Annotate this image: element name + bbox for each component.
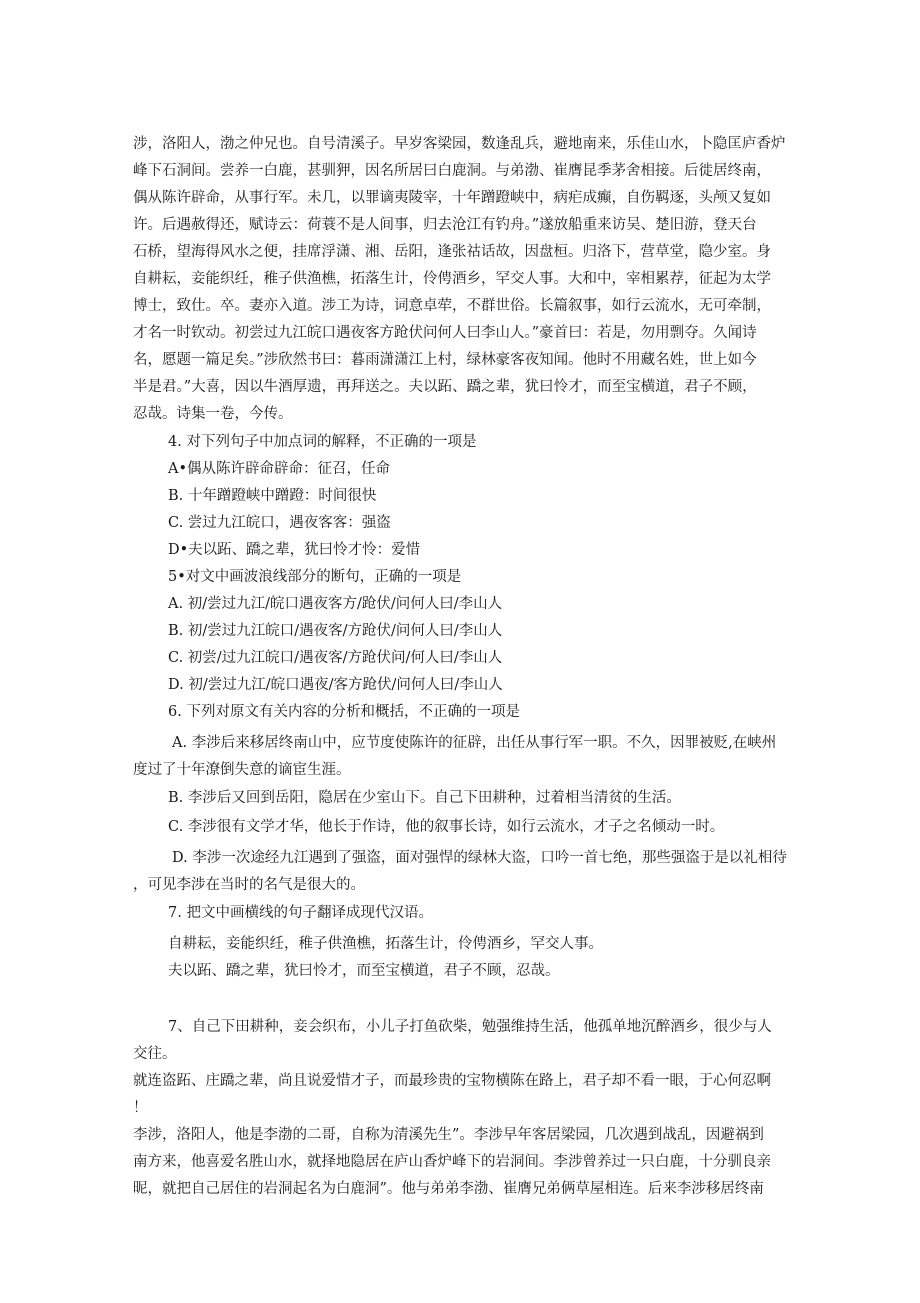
q6-option-a-cont: 度过了十年潦倒失意的谪宦生涯。: [133, 762, 351, 778]
q5-option-d: D. 初/尝过九江/皖口遇夜/客方跄伏/问何人曰/李山人: [168, 677, 503, 693]
q4-option-a: A•偶从陈许辟命辟命：征召，任命: [168, 461, 391, 477]
passage-line: 自耕耘，妾能织纴，稚子供渔樵，拓落生计，伶俜酒乡，罕交人事。大和中，宰相累荐，征起为太学: [133, 271, 771, 287]
q6-option-d-cont: ，可见李涉在当时的名气是很大的。: [133, 877, 365, 893]
passage-line: 石桥，望海得风水之便，挂席浮潇、湘、岳阳，逢张祜话故，因盘桓。归洛下，营草堂，隐少室。身: [133, 244, 771, 260]
q6-option-d: D. 李涉一次途经九江遇到了强盗，面对强悍的绿林大盗，口吟一首七绝，那些强盗于是以礼相待: [172, 850, 787, 866]
passage-line: 忍哉。诗集一卷，今传。: [133, 406, 293, 422]
q6-option-a: A. 李涉后来移居终南山中，应节度使陈许的征辟，出任从事行军一职。不久，因罪被贬,在峡州: [172, 735, 777, 751]
q6-option-b: B. 李涉后又回到岳阳，隐居在少室山下。自己下田耕种，过着相当清贫的生活。: [168, 790, 681, 806]
passage-line: 博士，致仕。卒。妻亦入道。涉工为诗，词意卓荦，不群世俗。长篇叙事，如行云流水，无可牵制，: [133, 298, 771, 314]
q5-option-a: A. 初/尝过九江/皖口遇夜客方/跄伏/问何人曰/李山人: [168, 596, 503, 612]
q4-option-b: B. 十年蹭蹬峡中蹭蹬：时间很快: [168, 488, 377, 504]
q4-option-c: C. 尝过九江皖口，遇夜客客：强盗: [168, 515, 391, 531]
q5-option-c: C. 初尝/过九江皖口/遇夜客/方跄伏问/何人曰/李山人: [168, 650, 503, 666]
q4-stem: 4. 对下列句子中加点词的解释，不正确的一项是: [168, 434, 477, 450]
answer-line: 李涉，洛阳人，他是李渤的二哥，自称为清溪先生”。李涉早年客居梁园，几次遇到战乱，因避祸到: [133, 1127, 764, 1143]
answer-line: 就连盗跖、庄蹻之辈，尚且说爱惜才子，而最珍贵的宝物横陈在路上，君子却不看一眼，于心何忍啊: [133, 1073, 771, 1089]
passage-line: 才名一时钦动。初尝过九江皖口遇夜客方跄伏问何人曰李山人。”豪首曰：若是，勿用剽夺。久闻诗: [133, 325, 757, 341]
passage-line: 偶从陈许辟命，从事行军。未几，以罪谪夷陵宰，十年蹭蹬峡中，病疟成癫，自伤羁逐，头颅又复如: [133, 190, 771, 206]
passage-line: 涉，洛阳人，渤之仲兄也。自号清溪子。早岁客梁园，数逢乱兵，避地南来，乐佳山水，卜隐匡庐香炉: [133, 136, 786, 152]
q7-sentence-2: 夫以跖、蹻之辈，犹曰怜才，而至宝横道，君子不顾，忍哉。: [168, 963, 560, 979]
answer-line: 7、自己下田耕种，妾会织布，小儿子打鱼砍柴，勉强维持生活，他孤单地沉醉酒乡，很少与人: [168, 1019, 772, 1035]
q6-option-c: C. 李涉很有文学才华，他长于作诗，他的叙事长诗，如行云流水，才子之名倾动一时。: [168, 819, 725, 835]
q7-stem: 7. 把文中画横线的句子翻译成现代汉语。: [168, 905, 433, 921]
answer-line: 南方来，他喜爱名胜山水，就择地隐居在庐山香炉峰下的岩洞间。李涉曾养过一只白鹿，十分驯良亲: [133, 1154, 771, 1170]
q7-sentence-1: 自耕耘，妾能织纴，稚子供渔樵，拓落生计，伶俜酒乡，罕交人事。: [168, 936, 603, 952]
answer-line: ！: [133, 1100, 148, 1116]
q6-stem: 6. 下列对原文有关内容的分析和概括，不正确的一项是: [168, 704, 520, 720]
passage-line: 许。后遇赦得还，赋诗云：荷蓑不是人间事，归去沧江有钓舟。”遂放船重来访吴、楚旧游，登天台: [133, 217, 757, 233]
passage-line: 峰下石洞间。尝养一白鹿，甚驯狎，因名所居曰白鹿洞。与弟渤、崔膺昆季茅舍相接。后徙居终南，: [133, 163, 771, 179]
q5-stem: 5•对文中画波浪线部分的断句，正确的一项是: [168, 569, 462, 585]
q5-option-b: B. 初/尝过九江皖口/遇夜客/方跄伏/问何人曰/李山人: [168, 623, 503, 639]
passage-line: 半是君。”大喜，因以牛酒厚遗，再拜送之。夫以跖、蹻之辈，犹曰怜才，而至宝横道，君子不顾，: [133, 379, 757, 395]
answer-line: 交往。: [133, 1046, 177, 1062]
passage-line: 名，愿题一篇足矣。”涉欣然书曰：暮雨潇潇江上村，绿林豪客夜知闻。他时不用藏名姓，世上如今: [133, 352, 757, 368]
q4-option-d: D•夫以跖、蹻之辈，犹曰怜才怜：爱惜: [168, 542, 421, 558]
answer-line: 昵，就把自己居住的岩洞起名为白鹿洞”。他与弟弟李渤、崔膺兄弟俩草屋相连。后来李涉移居终南: [133, 1181, 764, 1197]
